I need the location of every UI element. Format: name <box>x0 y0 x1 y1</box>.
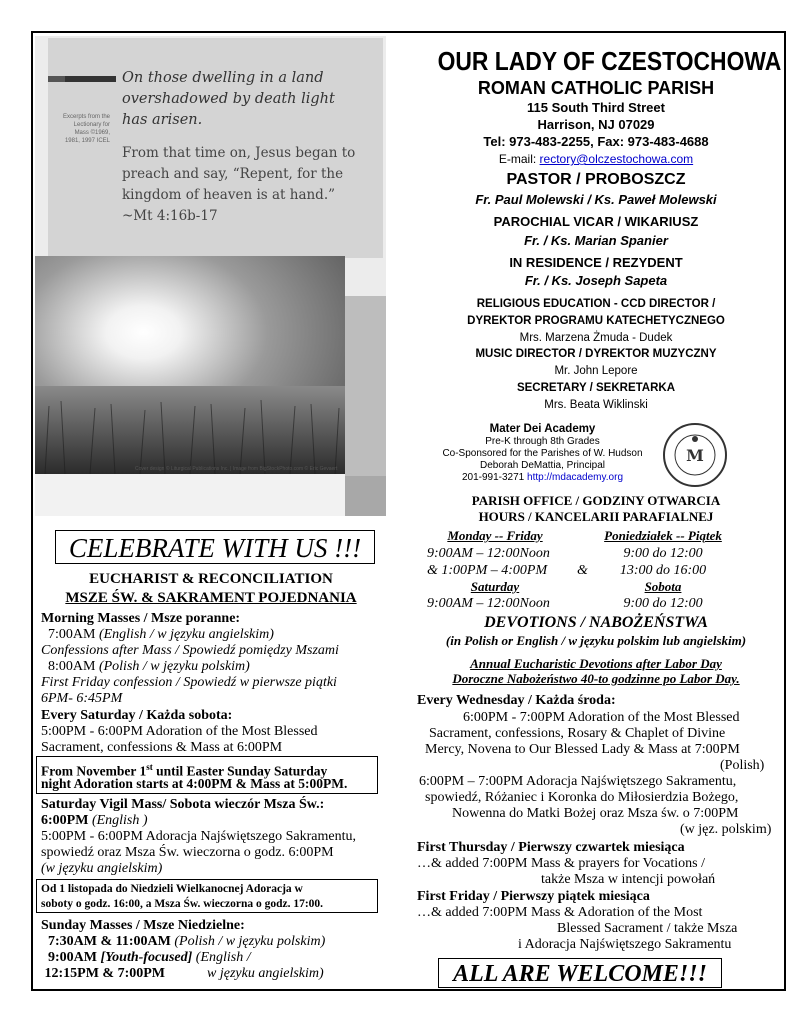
email-link[interactable]: rectory@olczestochowa.com <box>539 152 694 166</box>
email-label: E-mail: <box>498 152 540 166</box>
secretary-title: SECRETARY / SEKRETARKA <box>516 382 676 394</box>
music-name: Mr. John Lepore <box>554 365 638 377</box>
vigil-line-2: spowiedź oraz Msza Św. wieczorna o godz. 6:00PM <box>41 845 334 860</box>
cover-credit: Cover design © Liturgical Publications Inc. | Image from BigStockPhoto.com © Eric Gevaert <box>135 466 338 472</box>
vigil-line-1: 5:00PM - 6:00PM Adoracja Najświętszego Sakramentu, <box>41 829 356 844</box>
vicar-name: Fr. / Ks. Marian Spanier <box>524 233 668 248</box>
pastor-name: Fr. Paul Molewski / Ks. Paweł Molewski <box>475 192 717 207</box>
residence-name: Fr. / Ks. Joseph Sapeta <box>524 273 668 288</box>
friday-line-2: Blessed Sacrament / także Msza <box>557 921 738 936</box>
sunday-1-lang: (Polish / w języku polskim) <box>174 934 326 949</box>
academy-seal-logo <box>663 423 727 487</box>
friday-line-3: i Adoracja Najświętszego Sakramentu <box>518 937 732 952</box>
academy-contact <box>430 472 655 484</box>
devotions-annual-2: Doroczne Nabożeństwo 40-to godzinne po Labor Day. <box>452 671 740 686</box>
secretary-name: Mrs. Beata Wiklinski <box>544 399 648 411</box>
vigil-title: Saturday Vigil Mass/ Sobota wieczór Msza Św.: <box>41 797 325 812</box>
office-wd-pm-pl: 13:00 do 16:00 <box>619 563 707 578</box>
religious-ed-name: Mrs. Marzena Żmuda - Dudek <box>519 332 673 344</box>
celebrate-banner: CELEBRATE WITH US !!! <box>55 530 375 564</box>
academy-phone: 201-991-3271 <box>461 472 525 483</box>
friday-line-1: …& added 7:00PM Mass & Adoration of the Most <box>417 905 703 920</box>
office-sat-hours-pl: 9:00 do 12:00 <box>623 596 703 611</box>
parish-email-line <box>416 151 776 167</box>
devotions-annual-1: Annual Eucharistic Devotions after Labor Day <box>470 656 722 671</box>
academy-grades: Pre-K through 8th Grades <box>485 436 600 447</box>
sunday-3-lang: w języku angielskim) <box>207 966 324 981</box>
sunday-2-rest: (English / <box>192 950 251 965</box>
office-weekday-en: Monday -- Friday <box>447 528 543 543</box>
sunday-line-2 <box>41 950 251 966</box>
wednesday-title: Every Wednesday / Każda środa: <box>417 693 616 708</box>
november-text-a: From November 1 <box>41 763 147 779</box>
morning-1-lang: (English / w języku angielskim) <box>98 627 274 642</box>
religious-ed-title-2: DYREKTOR PROGRAMU KATECHETYCZNEGO <box>467 315 725 327</box>
wednesday-line-5: 6:00PM – 7:00PM Adoracja Najświętszego Sakramentu, <box>419 774 737 789</box>
polish-notice-line-2: soboty o godz. 16:00, a Msza Św. wieczorna o godz. 17:00. <box>41 898 324 910</box>
wednesday-line-4: (Polish) <box>720 758 765 773</box>
office-wd-pm-en: & 1:00PM – 4:00PM <box>427 563 548 578</box>
wednesday-line-8: (w jęz. polskim) <box>680 822 772 837</box>
thursday-line-2: także Msza w intencji powołań <box>541 872 716 887</box>
sunday-1-time: 7:30AM & 11:00AM <box>41 934 175 949</box>
morning-line-1 <box>41 627 274 643</box>
office-sat-pl: Sobota <box>644 579 682 594</box>
saturday-line-1: 5:00PM - 6:00PM Adoration of the Most Blessed <box>41 724 318 739</box>
thursday-line-1: …& added 7:00PM Mass & prayers for Vocations / <box>417 856 706 871</box>
cover-quote-italic: On those dwelling in a land overshadowed by death light has arisen. <box>122 70 335 128</box>
residence-title: IN RESIDENCE / REZYDENT <box>509 255 683 270</box>
parish-name: OUR LADY OF CZESTOCHOWA <box>437 46 782 76</box>
vicar-title: PAROCHIAL VICAR / WIKARIUSZ <box>493 214 699 229</box>
friday-title: First Friday / Pierwszy piątek miesiąca <box>417 889 650 904</box>
morning-line-5: 6PM- 6:45PM <box>41 691 123 706</box>
music-title: MUSIC DIRECTOR / DYREKTOR MUZYCZNY <box>475 348 717 360</box>
office-wd-am-en: 9:00AM – 12:00Noon <box>427 546 550 561</box>
november-notice-box <box>36 756 378 794</box>
office-sat-en: Saturday <box>470 579 520 594</box>
parish-street: 115 South Third Street <box>527 100 665 115</box>
vigil-time: 6:00PM <box>41 813 92 828</box>
devotions-title: DEVOTIONS / NABOŻEŃSTWA <box>484 614 708 631</box>
parish-subtitle: ROMAN CATHOLIC PARISH <box>477 78 715 98</box>
academy-principal: Deborah DeMattia, Principal <box>479 460 606 471</box>
wednesday-line-2: Sacrament, confessions, Rosary & Chaplet of Divine <box>429 726 726 741</box>
morning-line-4: First Friday confession / Spowiedź w pierwsze piątki <box>41 675 337 690</box>
saturday-line-2: Sacrament, confessions & Mass at 6:00PM <box>41 740 283 755</box>
parish-city: Harrison, NJ 07029 <box>537 117 655 132</box>
sunday-3-time: 12:15PM & 7:00PM <box>41 966 166 981</box>
sunday-line-1 <box>41 934 325 950</box>
wednesday-line-1: 6:00PM - 7:00PM Adoration of the Most Blessed <box>463 710 740 725</box>
november-text-b: until Easter Sunday Saturday <box>152 763 328 779</box>
pastor-title: PASTOR / PROBOSZCZ <box>506 171 686 188</box>
office-title-1: PARISH OFFICE / GODZINY OTWARCIA <box>471 493 721 508</box>
all-welcome-banner: ALL ARE WELCOME!!! <box>438 958 722 988</box>
sunday-line-3 <box>41 966 324 982</box>
saturday-title: Every Saturday / Każda sobota: <box>41 708 233 723</box>
cover-quote-body: From that time on, Jesus began to preach and say, “Repent, for the kingdom of heaven is at hand.” ~Mt 4:16b-17 <box>122 145 356 224</box>
sunday-2-lang: [Youth-focused] <box>100 950 193 965</box>
morning-line-3 <box>41 659 250 675</box>
november-line-2: night Adoration starts at 4:00PM & Mass at 5:00PM. <box>41 776 348 791</box>
lectionary-credit: Excerpts from the Lectionary for Mass ©1969, 1981, 1997 ICEL <box>62 114 110 144</box>
sunday-2-time: 9:00AM <box>41 950 101 965</box>
office-sat-hours-en: 9:00AM – 12:00Noon <box>427 596 550 611</box>
office-weekday-pl: Poniedziałek -- Piątek <box>604 528 722 543</box>
office-title-2: HOURS / KANCELARII PARAFIALNEJ <box>478 509 714 524</box>
seal-emblem-icon <box>665 425 725 485</box>
office-amp: & <box>577 563 588 578</box>
religious-ed-title-1: RELIGIOUS EDUCATION - CCD DIRECTOR / <box>476 298 716 310</box>
wednesday-line-6: spowiedź, Różaniec i Koronka do Miłosierdzia Bożego, <box>425 790 739 805</box>
morning-title: Morning Masses / Msze poranne: <box>41 611 241 626</box>
november-sup: st <box>146 762 153 772</box>
schedule-heading-1: EUCHARIST & RECONCILIATION <box>89 571 333 587</box>
morning-line-2: Confessions after Mass / Spowiedź pomiędzy Mszami <box>41 643 339 658</box>
vigil-time-line <box>41 813 148 829</box>
morning-1-time: 7:00AM <box>41 627 99 642</box>
thursday-title: First Thursday / Pierwszy czwartek miesiąca <box>417 840 685 855</box>
vigil-line-3: (w języku angielskim) <box>41 861 163 876</box>
polish-notice-line-1: Od 1 listopada do Niedzieli Wielkanocnej Adoracja w <box>41 883 303 895</box>
polish-notice-box <box>36 879 378 913</box>
devotions-subtitle: (in Polish or English / w języku polskim lub angielskim) <box>445 633 747 648</box>
wednesday-line-3: Mercy, Novena to Our Blessed Lady & Mass at 7:00PM <box>425 742 740 757</box>
office-wd-am-pl: 9:00 do 12:00 <box>623 546 703 561</box>
academy-name: Mater Dei Academy <box>489 423 596 435</box>
morning-3-time: 8:00AM <box>41 659 99 674</box>
vigil-lang: (English ) <box>91 813 148 828</box>
sunday-title: Sunday Masses / Msze Niedzielne: <box>41 918 245 933</box>
morning-3-lang: (Polish / w języku polskim) <box>98 659 250 674</box>
svg-text:M: M <box>686 446 704 465</box>
schedule-heading-2: MSZE ŚW. & SAKRAMENT POJEDNANIA <box>65 590 357 606</box>
academy-url-link[interactable]: http://mdacademy.org <box>527 472 624 483</box>
parish-phone: Tel: 973-483-2255, Fax: 973-483-4688 <box>483 134 709 149</box>
wednesday-line-7: Nowenna do Matki Bożej oraz Msza św. o 7:00PM <box>452 806 739 821</box>
academy-sponsor: Co-Sponsored for the Parishes of W. Hudson <box>442 448 643 459</box>
